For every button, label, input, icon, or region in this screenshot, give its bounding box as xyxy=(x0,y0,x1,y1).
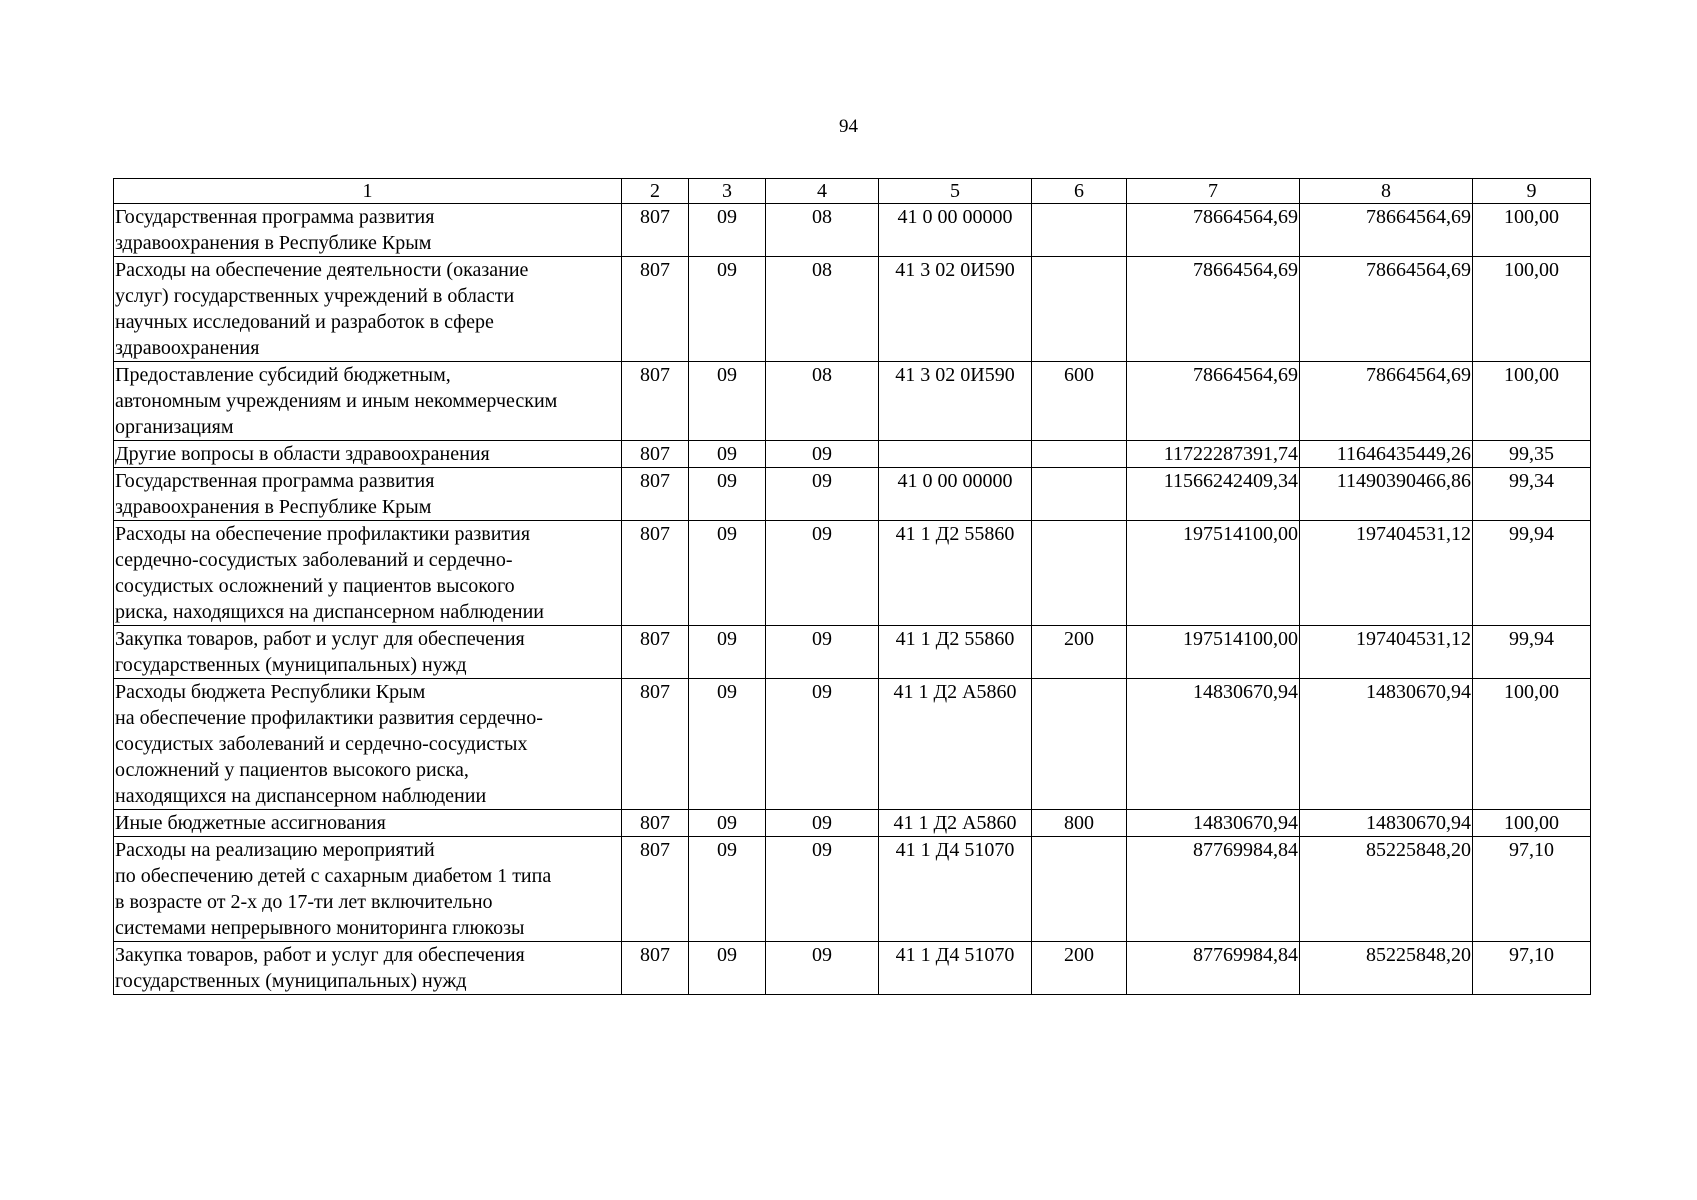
row-col4: 09 xyxy=(766,441,879,468)
row-col5 xyxy=(879,441,1032,468)
budget-table xyxy=(113,178,1591,995)
row-col5: 41 0 00 00000 xyxy=(879,204,1032,257)
row-col3: 09 xyxy=(689,521,766,626)
row-col8: 78664564,69 xyxy=(1300,257,1473,362)
row-col8: 197404531,12 xyxy=(1300,626,1473,679)
row-col4: 09 xyxy=(766,837,879,942)
row-col9: 100,00 xyxy=(1473,810,1591,837)
row-col7: 14830670,94 xyxy=(1127,810,1300,837)
header-cell: 9 xyxy=(1473,179,1591,204)
header-cell: 2 xyxy=(622,179,689,204)
row-col2: 807 xyxy=(622,257,689,362)
row-col2: 807 xyxy=(622,204,689,257)
row-col7: 87769984,84 xyxy=(1127,942,1300,995)
row-col4: 09 xyxy=(766,810,879,837)
row-col6 xyxy=(1032,204,1127,257)
row-col6: 200 xyxy=(1032,942,1127,995)
row-col8: 11490390466,86 xyxy=(1300,468,1473,521)
row-col3: 09 xyxy=(689,468,766,521)
row-col5: 41 1 Д2 55860 xyxy=(879,521,1032,626)
row-col6 xyxy=(1032,441,1127,468)
row-col2: 807 xyxy=(622,679,689,810)
row-col5: 41 1 Д2 55860 xyxy=(879,626,1032,679)
table-row xyxy=(114,810,1591,837)
row-col5: 41 1 Д2 А5860 xyxy=(879,810,1032,837)
row-col5: 41 3 02 0И590 xyxy=(879,362,1032,441)
row-col3: 09 xyxy=(689,810,766,837)
header-cell: 3 xyxy=(689,179,766,204)
row-name: Государственная программа развития здравоохранения в Республике Крым xyxy=(114,204,622,257)
header-row xyxy=(114,179,1591,204)
header-cell: 5 xyxy=(879,179,1032,204)
row-col3: 09 xyxy=(689,837,766,942)
row-col7: 14830670,94 xyxy=(1127,679,1300,810)
row-col8: 85225848,20 xyxy=(1300,837,1473,942)
header-cell: 4 xyxy=(766,179,879,204)
row-col4: 08 xyxy=(766,204,879,257)
table-row xyxy=(114,204,1591,257)
row-col3: 09 xyxy=(689,362,766,441)
header-cell: 7 xyxy=(1127,179,1300,204)
row-col3: 09 xyxy=(689,257,766,362)
row-col7: 87769984,84 xyxy=(1127,837,1300,942)
row-col4: 08 xyxy=(766,257,879,362)
row-col8: 11646435449,26 xyxy=(1300,441,1473,468)
row-col2: 807 xyxy=(622,942,689,995)
row-col8: 78664564,69 xyxy=(1300,362,1473,441)
row-col2: 807 xyxy=(622,837,689,942)
row-col5: 41 1 Д4 51070 xyxy=(879,942,1032,995)
row-col3: 09 xyxy=(689,679,766,810)
row-col9: 97,10 xyxy=(1473,837,1591,942)
row-col9: 100,00 xyxy=(1473,679,1591,810)
row-name: Закупка товаров, работ и услуг для обеспечения государственных (муниципальных) нужд xyxy=(114,942,622,995)
table-row xyxy=(114,468,1591,521)
row-col9: 100,00 xyxy=(1473,362,1591,441)
row-col4: 09 xyxy=(766,468,879,521)
table-row xyxy=(114,257,1591,362)
row-col8: 197404531,12 xyxy=(1300,521,1473,626)
row-col8: 14830670,94 xyxy=(1300,810,1473,837)
row-col6 xyxy=(1032,837,1127,942)
table-row xyxy=(114,942,1591,995)
row-col5: 41 3 02 0И590 xyxy=(879,257,1032,362)
row-col6 xyxy=(1032,468,1127,521)
row-col4: 09 xyxy=(766,679,879,810)
row-col4: 09 xyxy=(766,942,879,995)
row-col7: 78664564,69 xyxy=(1127,204,1300,257)
row-col7: 11566242409,34 xyxy=(1127,468,1300,521)
table-row xyxy=(114,837,1591,942)
row-col6 xyxy=(1032,257,1127,362)
header-cell: 8 xyxy=(1300,179,1473,204)
row-col9: 97,10 xyxy=(1473,942,1591,995)
row-col4: 09 xyxy=(766,626,879,679)
table-row xyxy=(114,362,1591,441)
row-col3: 09 xyxy=(689,204,766,257)
row-name: Закупка товаров, работ и услуг для обеспечения государственных (муниципальных) нужд xyxy=(114,626,622,679)
row-col6 xyxy=(1032,521,1127,626)
header-cell: 6 xyxy=(1032,179,1127,204)
row-col2: 807 xyxy=(622,441,689,468)
row-col5: 41 1 Д2 А5860 xyxy=(879,679,1032,810)
row-col2: 807 xyxy=(622,362,689,441)
row-col9: 99,94 xyxy=(1473,626,1591,679)
row-col6: 600 xyxy=(1032,362,1127,441)
row-col2: 807 xyxy=(622,468,689,521)
row-col8: 14830670,94 xyxy=(1300,679,1473,810)
row-name: Расходы на обеспечение деятельности (оказание услуг) государственных учреждений в области научных исследований и разработок в сфере здравоохранения xyxy=(114,257,622,362)
table-body xyxy=(114,204,1591,995)
row-col6 xyxy=(1032,679,1127,810)
row-col3: 09 xyxy=(689,626,766,679)
row-col2: 807 xyxy=(622,521,689,626)
row-name: Расходы бюджета Республики Крым на обеспечение профилактики развития сердечно- сосудистых заболеваний и сердечно-сосудистых осложнений у пациентов высокого риска, находящихся на диспансерном наблюдении xyxy=(114,679,622,810)
row-col4: 09 xyxy=(766,521,879,626)
row-col5: 41 1 Д4 51070 xyxy=(879,837,1032,942)
row-col6: 200 xyxy=(1032,626,1127,679)
row-name: Расходы на обеспечение профилактики развития сердечно-сосудистых заболеваний и сердечно- сосудистых осложнений у пациентов высокого риска, находящихся на диспансерном наблюдении xyxy=(114,521,622,626)
table-row xyxy=(114,521,1591,626)
row-col2: 807 xyxy=(622,626,689,679)
row-col3: 09 xyxy=(689,942,766,995)
row-name: Другие вопросы в области здравоохранения xyxy=(114,441,622,468)
table-row xyxy=(114,626,1591,679)
page-number: 94 xyxy=(839,116,858,137)
row-col9: 100,00 xyxy=(1473,204,1591,257)
row-col9: 99,94 xyxy=(1473,521,1591,626)
row-col8: 85225848,20 xyxy=(1300,942,1473,995)
row-col8: 78664564,69 xyxy=(1300,204,1473,257)
row-col3: 09 xyxy=(689,441,766,468)
row-name: Предоставление субсидий бюджетным, автономным учреждениям и иным некоммерческим организациям xyxy=(114,362,622,441)
row-col6: 800 xyxy=(1032,810,1127,837)
row-col7: 78664564,69 xyxy=(1127,362,1300,441)
row-col7: 197514100,00 xyxy=(1127,521,1300,626)
row-col5: 41 0 00 00000 xyxy=(879,468,1032,521)
header-cell: 1 xyxy=(114,179,622,204)
row-col9: 100,00 xyxy=(1473,257,1591,362)
row-col7: 78664564,69 xyxy=(1127,257,1300,362)
table-row xyxy=(114,441,1591,468)
row-col4: 08 xyxy=(766,362,879,441)
row-col2: 807 xyxy=(622,810,689,837)
table-row xyxy=(114,679,1591,810)
row-name: Расходы на реализацию мероприятий по обеспечению детей с сахарным диабетом 1 типа в возрасте от 2-х до 17-ти лет включительно системами непрерывного мониторинга глюкозы xyxy=(114,837,622,942)
row-col9: 99,35 xyxy=(1473,441,1591,468)
row-name: Государственная программа развития здравоохранения в Республике Крым xyxy=(114,468,622,521)
row-col7: 197514100,00 xyxy=(1127,626,1300,679)
row-col7: 11722287391,74 xyxy=(1127,441,1300,468)
row-name: Иные бюджетные ассигнования xyxy=(114,810,622,837)
row-col9: 99,34 xyxy=(1473,468,1591,521)
